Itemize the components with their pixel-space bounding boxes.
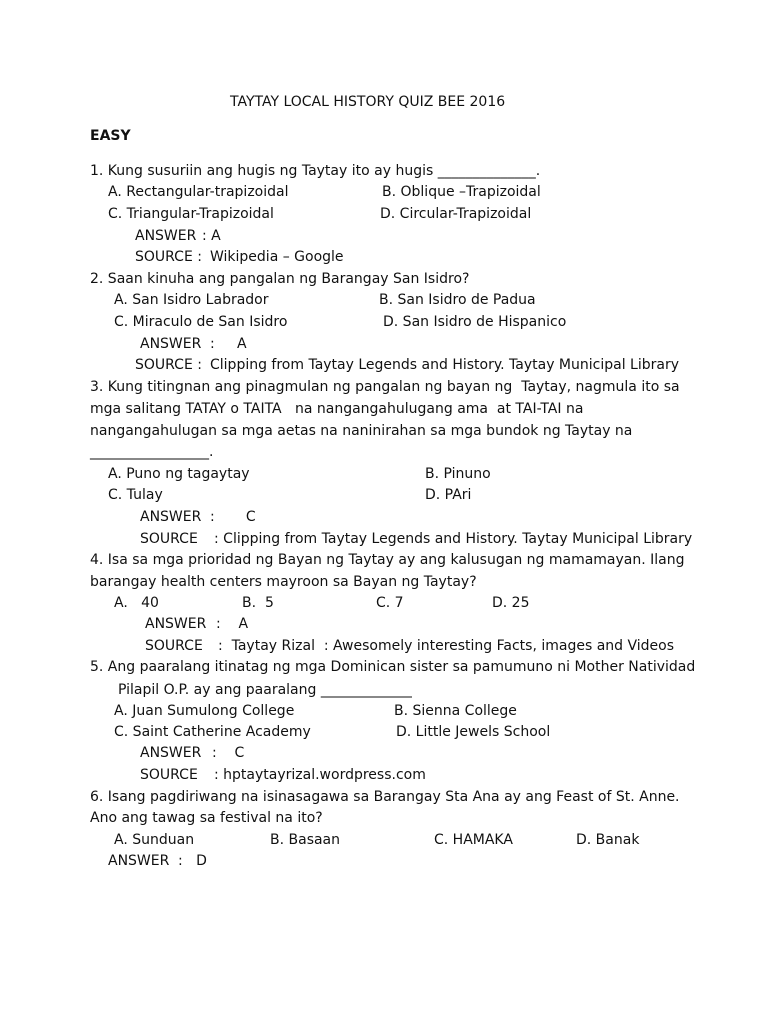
q1-source-value: Wikipedia – Google — [210, 249, 344, 265]
section-heading: EASY — [90, 128, 131, 144]
question-3-line-3: nangangahulugan sa mga aetas na naninirahan sa mga bundok ng Taytay na — [90, 423, 633, 439]
document-title: TAYTAY LOCAL HISTORY QUIZ BEE 2016 — [230, 94, 506, 110]
q3-answer-label: ANSWER — [140, 509, 202, 525]
question-4-line-2: barangay health centers mayroon sa Bayan ng Taytay? — [90, 574, 477, 590]
q5-option-a: A. Juan Sumulong College — [114, 703, 295, 719]
q1-answer-value: : A — [202, 228, 221, 244]
q2-answer-label: ANSWER — [140, 336, 202, 352]
q6-option-d: D. Banak — [576, 832, 640, 848]
q5-answer-label: ANSWER — [140, 745, 202, 761]
q3-option-b: B. Pinuno — [425, 466, 491, 482]
question-5-line-2: Pilapil O.P. ay ang paaralang _____________ — [118, 682, 412, 698]
question-6-line-2: Ano ang tawag sa festival na ito? — [90, 810, 323, 826]
question-1: 1. Kung susuriin ang hugis ng Taytay ito ay hugis ______________. — [90, 163, 541, 179]
q1-option-a: A. Rectangular-trapizoidal — [108, 184, 289, 200]
q3-source-value: : Clipping from Taytay Legends and History. Taytay Municipal Library — [214, 531, 693, 547]
q1-source-label: SOURCE : — [135, 249, 202, 265]
q2-answer-value: : A — [210, 336, 247, 352]
q3-source-label: SOURCE — [140, 531, 198, 547]
q4-source-value: : Taytay Rizal : Awesomely interesting Facts, images and Videos — [218, 638, 675, 654]
q3-answer-value: : C — [210, 509, 256, 525]
q5-answer-value: : C — [212, 745, 245, 761]
q5-option-d: D. Little Jewels School — [396, 724, 551, 740]
q2-option-b: B. San Isidro de Padua — [379, 292, 536, 308]
q2-source-label: SOURCE : — [135, 357, 202, 373]
question-5-line-1: 5. Ang paaralang itinatag ng mga Dominican sister sa pamumuno ni Mother Natividad — [90, 659, 696, 675]
q4-source-label: SOURCE — [145, 638, 203, 654]
q4-answer-value: : A — [216, 616, 249, 632]
q4-option-c: C. 7 — [376, 595, 404, 611]
q6-answer-label: ANSWER — [108, 853, 170, 869]
q6-option-c: C. HAMAKA — [434, 832, 513, 848]
question-6-line-1: 6. Isang pagdiriwang na isinasagawa sa Barangay Sta Ana ay ang Feast of St. Anne. — [90, 789, 680, 805]
q2-source-value: Clipping from Taytay Legends and History. Taytay Municipal Library — [210, 357, 679, 373]
q4-option-d: D. 25 — [492, 595, 530, 611]
q1-option-c: C. Triangular-Trapizoidal — [108, 206, 274, 222]
question-2: 2. Saan kinuha ang pangalan ng Barangay San Isidro? — [90, 271, 470, 287]
question-3-line-1: 3. Kung titingnan ang pinagmulan ng pangalan ng bayan ng Taytay, nagmula ito sa — [90, 379, 680, 395]
q2-option-d: D. San Isidro de Hispanico — [383, 314, 567, 330]
q4-answer-label: ANSWER — [145, 616, 207, 632]
q3-option-a: A. Puno ng tagaytay — [108, 466, 250, 482]
q1-option-d: D. Circular-Trapizoidal — [380, 206, 532, 222]
q4-option-a: A. 40 — [114, 595, 159, 611]
question-3-line-2: mga salitang TATAY o TAITA na nangangahulugang ama at TAI-TAI na — [90, 401, 584, 417]
q3-option-c: C. Tulay — [108, 487, 163, 503]
question-3-line-4: _________________. — [90, 444, 214, 460]
q6-option-b: B. Basaan — [270, 832, 341, 848]
q3-option-d: D. PAri — [425, 487, 472, 503]
q5-option-c: C. Saint Catherine Academy — [114, 724, 311, 740]
q5-source-value: : hptaytayrizal.wordpress.com — [214, 767, 426, 783]
q2-option-c: C. Miraculo de San Isidro — [114, 314, 288, 330]
q6-answer-value: : D — [178, 853, 207, 869]
q1-answer-label: ANSWER — [135, 228, 197, 244]
q1-option-b: B. Oblique –Trapizoidal — [382, 184, 541, 200]
question-4-line-1: 4. Isa sa mga prioridad ng Bayan ng Taytay ay ang kalusugan ng mamamayan. Ilang — [90, 552, 685, 568]
q2-option-a: A. San Isidro Labrador — [114, 292, 269, 308]
q4-option-b: B. 5 — [242, 595, 274, 611]
q6-option-a: A. Sunduan — [114, 832, 195, 848]
q5-option-b: B. Sienna College — [394, 703, 517, 719]
q5-source-label: SOURCE — [140, 767, 198, 783]
